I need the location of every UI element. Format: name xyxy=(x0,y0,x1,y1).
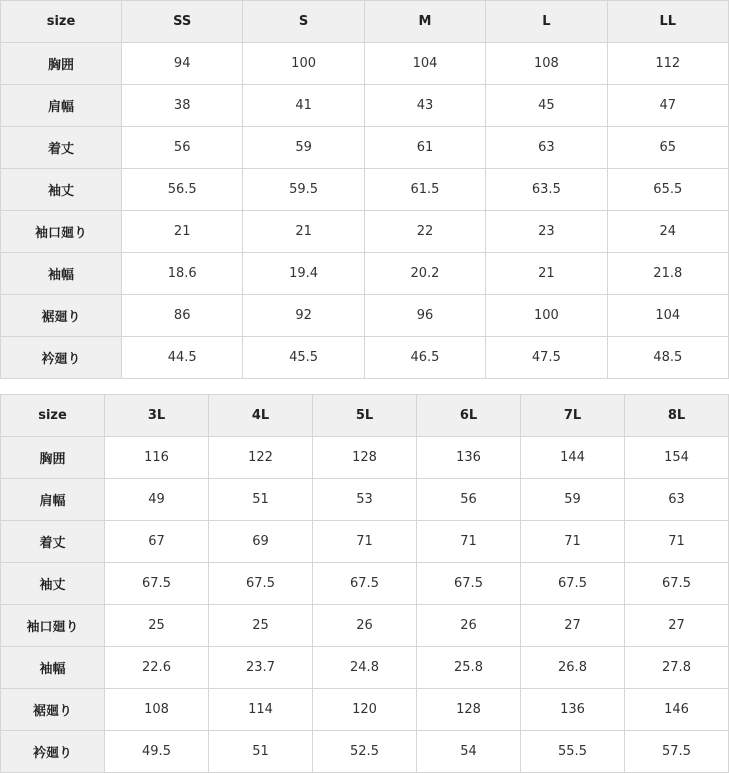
measurement-label: 裾廻り xyxy=(1,295,122,337)
table-row xyxy=(1,43,729,85)
size-column-header: 4L xyxy=(209,395,313,437)
measurement-value: 24.8 xyxy=(313,647,417,689)
size-header-cell: size xyxy=(1,395,105,437)
table-row xyxy=(1,85,729,127)
size-column-header: 5L xyxy=(313,395,417,437)
measurement-value: 120 xyxy=(313,689,417,731)
measurement-value: 67.5 xyxy=(625,563,729,605)
measurement-value: 25.8 xyxy=(417,647,521,689)
measurement-value: 67.5 xyxy=(209,563,313,605)
measurement-value: 18.6 xyxy=(122,253,243,295)
measurement-value: 38 xyxy=(122,85,243,127)
measurement-value: 96 xyxy=(364,295,485,337)
measurement-value: 86 xyxy=(122,295,243,337)
measurement-label: 肩幅 xyxy=(1,479,105,521)
table-row xyxy=(1,479,729,521)
measurement-value: 56.5 xyxy=(122,169,243,211)
measurement-value: 24 xyxy=(607,211,728,253)
measurement-value: 63 xyxy=(486,127,607,169)
measurement-value: 57.5 xyxy=(625,731,729,773)
table-row xyxy=(1,337,729,379)
measurement-value: 104 xyxy=(364,43,485,85)
size-column-header: 6L xyxy=(417,395,521,437)
measurement-value: 45.5 xyxy=(243,337,364,379)
measurement-value: 52.5 xyxy=(313,731,417,773)
measurement-value: 56 xyxy=(122,127,243,169)
measurement-value: 51 xyxy=(209,479,313,521)
measurement-value: 43 xyxy=(364,85,485,127)
measurement-value: 21 xyxy=(122,211,243,253)
measurement-value: 55.5 xyxy=(521,731,625,773)
table-row xyxy=(1,437,729,479)
measurement-value: 63 xyxy=(625,479,729,521)
measurement-value: 41 xyxy=(243,85,364,127)
table-row xyxy=(1,605,729,647)
table-row xyxy=(1,647,729,689)
measurement-value: 49.5 xyxy=(105,731,209,773)
measurement-label: 肩幅 xyxy=(1,85,122,127)
measurement-value: 92 xyxy=(243,295,364,337)
measurement-value: 100 xyxy=(486,295,607,337)
size-chart-table-2 xyxy=(0,394,729,773)
measurement-value: 136 xyxy=(417,437,521,479)
measurement-value: 27.8 xyxy=(625,647,729,689)
measurement-label: 袖幅 xyxy=(1,253,122,295)
measurement-value: 21 xyxy=(243,211,364,253)
measurement-value: 108 xyxy=(105,689,209,731)
measurement-value: 128 xyxy=(417,689,521,731)
measurement-label: 袖口廻り xyxy=(1,605,105,647)
measurement-value: 22.6 xyxy=(105,647,209,689)
measurement-value: 108 xyxy=(486,43,607,85)
size-column-header: M xyxy=(364,1,485,43)
measurement-value: 26.8 xyxy=(521,647,625,689)
measurement-label: 衿廻り xyxy=(1,731,105,773)
measurement-value: 94 xyxy=(122,43,243,85)
measurement-label: 着丈 xyxy=(1,521,105,563)
measurement-value: 65 xyxy=(607,127,728,169)
size-chart-table-1 xyxy=(0,0,729,379)
measurement-value: 71 xyxy=(521,521,625,563)
measurement-value: 45 xyxy=(486,85,607,127)
measurement-value: 51 xyxy=(209,731,313,773)
measurement-value: 100 xyxy=(243,43,364,85)
measurement-value: 67.5 xyxy=(417,563,521,605)
measurement-value: 63.5 xyxy=(486,169,607,211)
measurement-value: 53 xyxy=(313,479,417,521)
measurement-value: 59 xyxy=(521,479,625,521)
measurement-value: 65.5 xyxy=(607,169,728,211)
measurement-label: 袖口廻り xyxy=(1,211,122,253)
measurement-label: 胸囲 xyxy=(1,437,105,479)
measurement-value: 44.5 xyxy=(122,337,243,379)
measurement-value: 27 xyxy=(521,605,625,647)
measurement-value: 67.5 xyxy=(313,563,417,605)
measurement-value: 48.5 xyxy=(607,337,728,379)
measurement-value: 27 xyxy=(625,605,729,647)
table-row xyxy=(1,127,729,169)
measurement-value: 21.8 xyxy=(607,253,728,295)
measurement-value: 71 xyxy=(417,521,521,563)
measurement-value: 112 xyxy=(607,43,728,85)
table-row xyxy=(1,211,729,253)
measurement-value: 104 xyxy=(607,295,728,337)
measurement-value: 54 xyxy=(417,731,521,773)
size-column-header: SS xyxy=(122,1,243,43)
measurement-label: 胸囲 xyxy=(1,43,122,85)
measurement-value: 25 xyxy=(209,605,313,647)
measurement-value: 22 xyxy=(364,211,485,253)
measurement-value: 114 xyxy=(209,689,313,731)
measurement-label: 着丈 xyxy=(1,127,122,169)
measurement-label: 袖丈 xyxy=(1,169,122,211)
measurement-value: 46.5 xyxy=(364,337,485,379)
measurement-value: 23.7 xyxy=(209,647,313,689)
measurement-value: 59 xyxy=(243,127,364,169)
table-row xyxy=(1,253,729,295)
measurement-value: 71 xyxy=(313,521,417,563)
measurement-value: 47.5 xyxy=(486,337,607,379)
measurement-value: 20.2 xyxy=(364,253,485,295)
size-column-header: S xyxy=(243,1,364,43)
measurement-value: 21 xyxy=(486,253,607,295)
measurement-value: 146 xyxy=(625,689,729,731)
measurement-value: 56 xyxy=(417,479,521,521)
size-column-header: LL xyxy=(607,1,728,43)
measurement-value: 67.5 xyxy=(105,563,209,605)
measurement-value: 71 xyxy=(625,521,729,563)
measurement-value: 122 xyxy=(209,437,313,479)
measurement-value: 61 xyxy=(364,127,485,169)
size-column-header: 3L xyxy=(105,395,209,437)
size-column-header: 8L xyxy=(625,395,729,437)
table-row xyxy=(1,169,729,211)
measurement-value: 136 xyxy=(521,689,625,731)
measurement-value: 19.4 xyxy=(243,253,364,295)
measurement-value: 25 xyxy=(105,605,209,647)
table-row xyxy=(1,689,729,731)
size-column-header: 7L xyxy=(521,395,625,437)
measurement-value: 23 xyxy=(486,211,607,253)
header-row xyxy=(1,1,729,43)
measurement-label: 衿廻り xyxy=(1,337,122,379)
measurement-value: 116 xyxy=(105,437,209,479)
measurement-value: 128 xyxy=(313,437,417,479)
measurement-value: 69 xyxy=(209,521,313,563)
measurement-value: 47 xyxy=(607,85,728,127)
size-column-header: L xyxy=(486,1,607,43)
table-row xyxy=(1,563,729,605)
table-row xyxy=(1,731,729,773)
measurement-value: 67 xyxy=(105,521,209,563)
measurement-value: 49 xyxy=(105,479,209,521)
table-row xyxy=(1,295,729,337)
size-header-cell: size xyxy=(1,1,122,43)
header-row xyxy=(1,395,729,437)
measurement-value: 144 xyxy=(521,437,625,479)
measurement-value: 154 xyxy=(625,437,729,479)
measurement-label: 袖丈 xyxy=(1,563,105,605)
measurement-value: 26 xyxy=(417,605,521,647)
measurement-label: 袖幅 xyxy=(1,647,105,689)
measurement-label: 裾廻り xyxy=(1,689,105,731)
table-row xyxy=(1,521,729,563)
measurement-value: 26 xyxy=(313,605,417,647)
measurement-value: 61.5 xyxy=(364,169,485,211)
measurement-value: 59.5 xyxy=(243,169,364,211)
measurement-value: 67.5 xyxy=(521,563,625,605)
